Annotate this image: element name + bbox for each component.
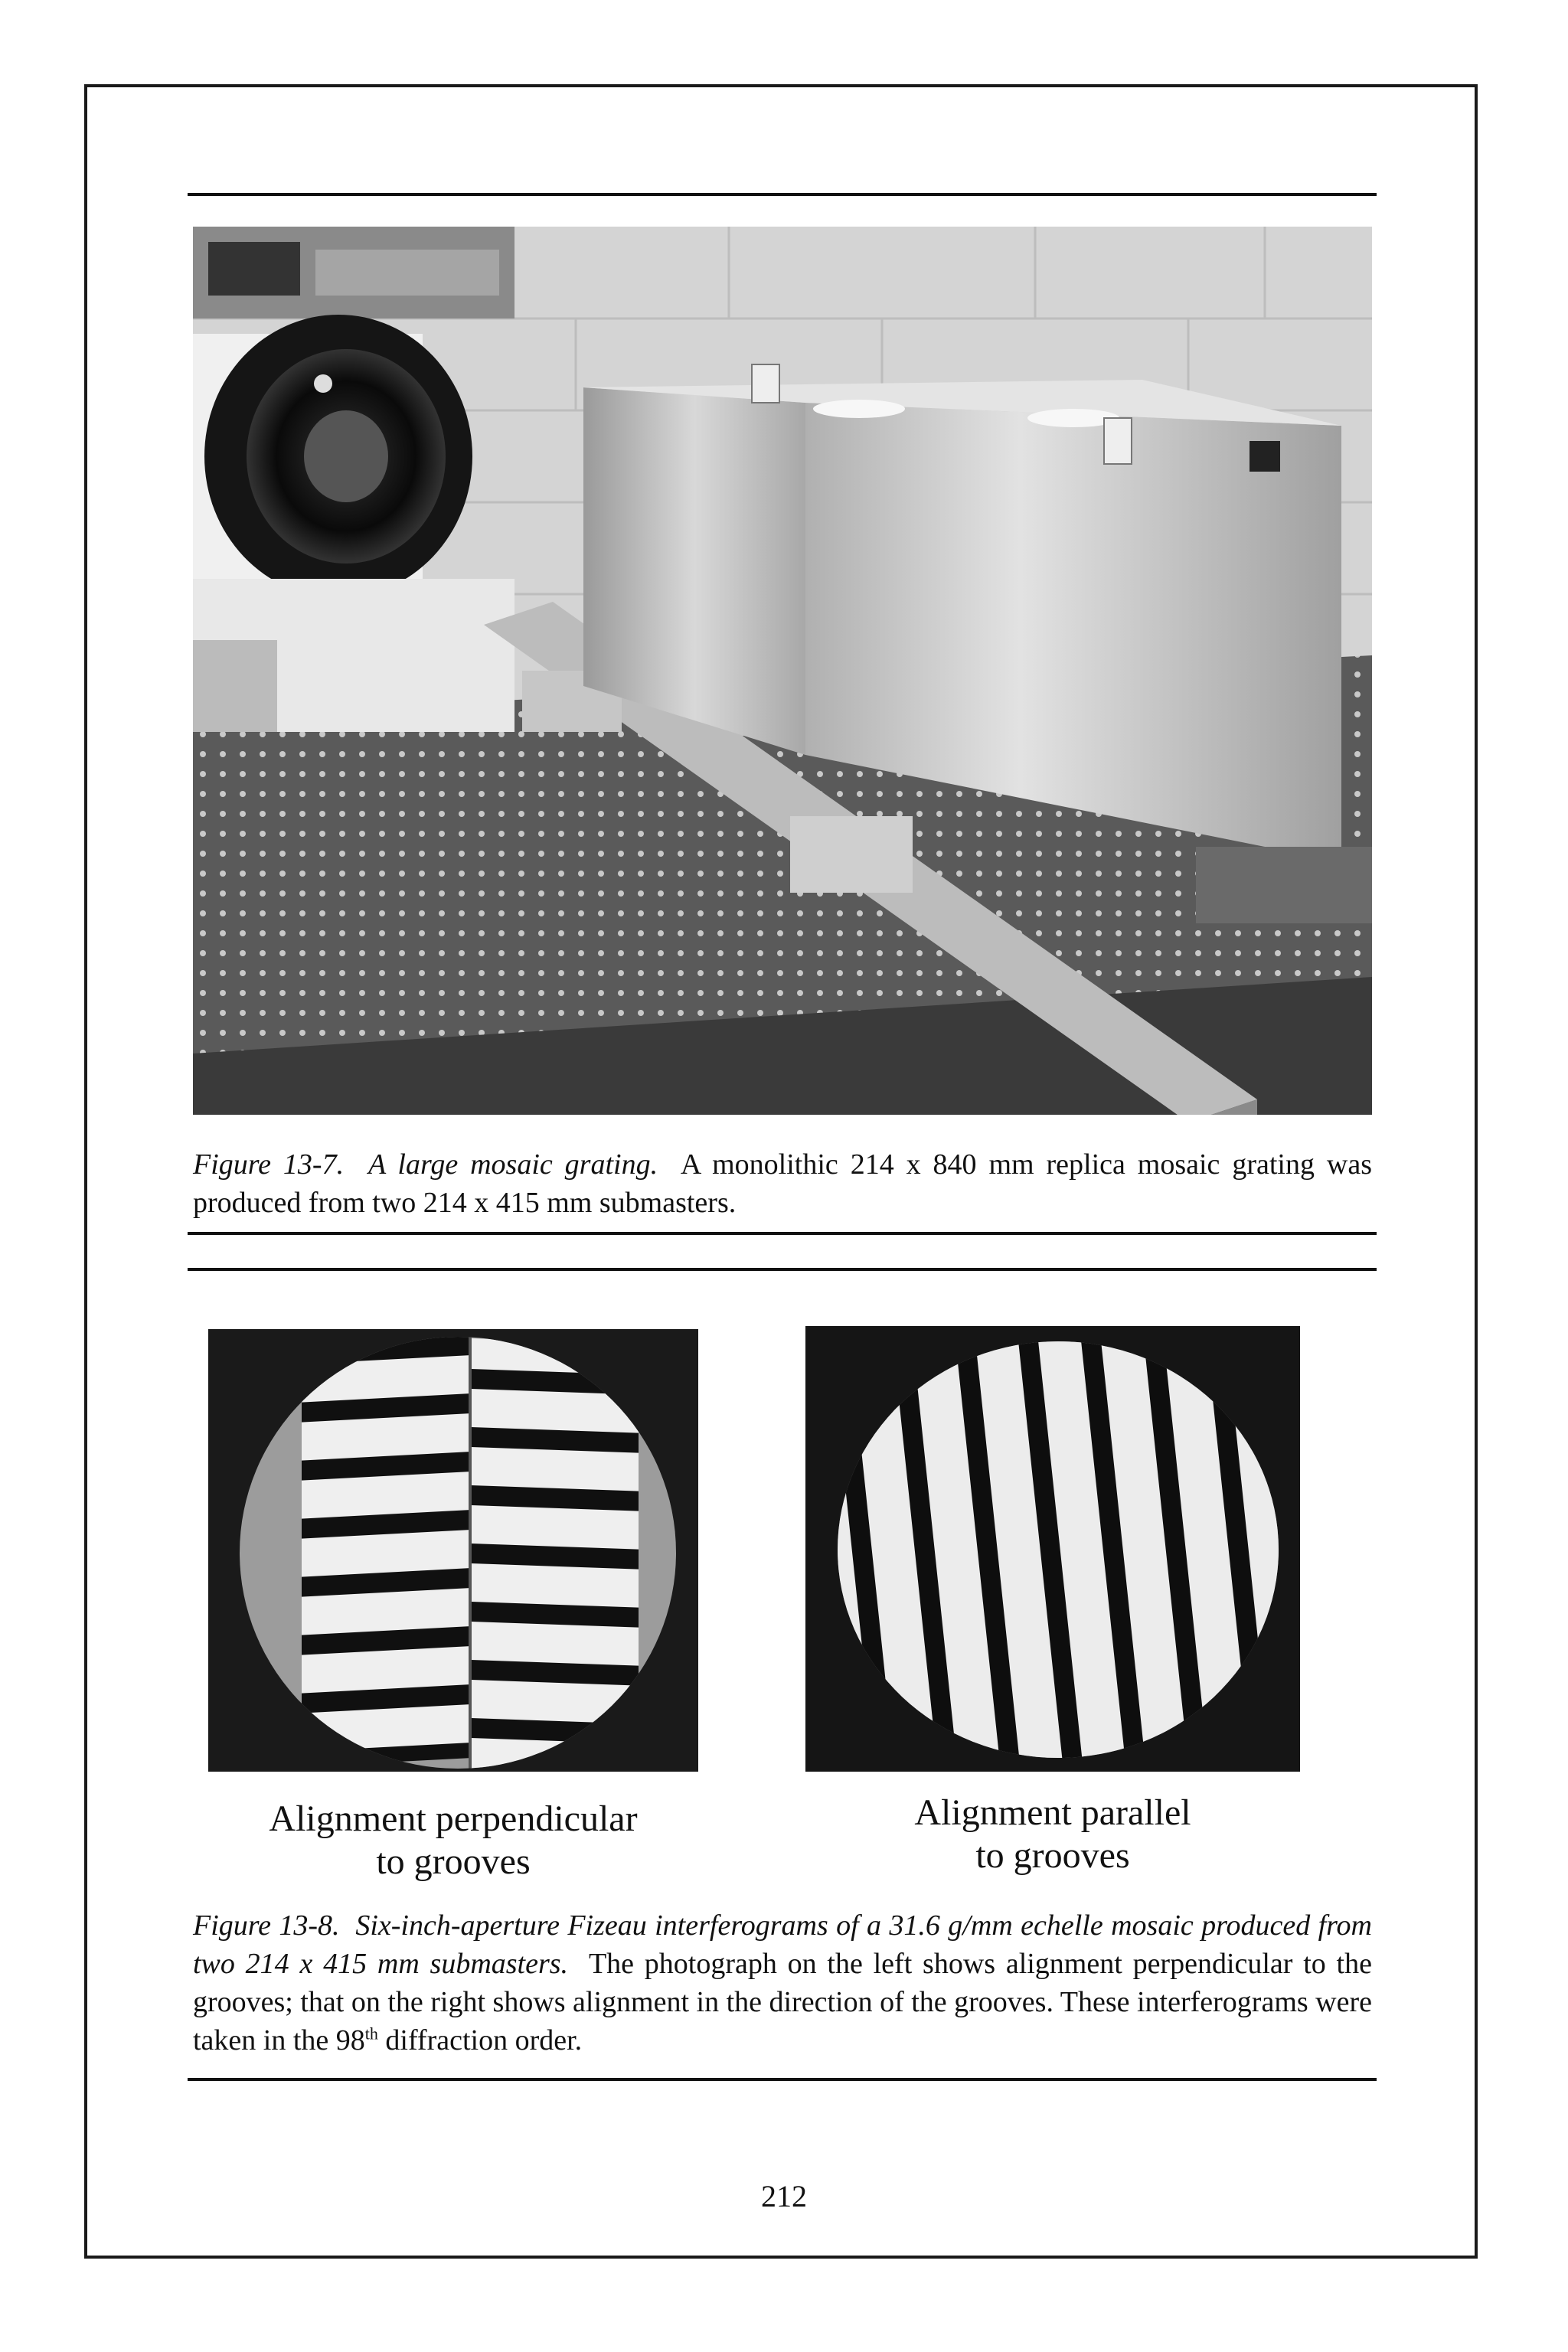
figure-top-rule-2: [188, 1268, 1377, 1271]
interferogram-perpendicular: [208, 1329, 698, 1772]
interferogram-parallel: [805, 1326, 1300, 1772]
mosaic-grating-photo: [193, 227, 1372, 1115]
ordinal-superscript: th: [364, 2024, 378, 2043]
figure-13-8-title: Six-inch-aperture Fizeau interferograms of a 31.6 g/mm echelle mosaic produced from two 214 x 415 mm submasters.: [193, 1909, 1372, 1980]
left-label-line-1: Alignment perpendicular: [269, 1798, 638, 1839]
page-number: 212: [761, 2179, 807, 2213]
left-interferogram-label: [208, 1798, 698, 1883]
figure-13-8-caption: [193, 1906, 1372, 2060]
figure-13-7-text: A monolithic 214 x 840 mm replica mosaic grating was produced from two 214 x 415 mm submasters.: [193, 1148, 1372, 1219]
figure-13-8-label: Figure 13-8.: [193, 1909, 340, 1942]
right-label-line-1: Alignment parallel: [914, 1792, 1191, 1833]
right-label-line-2: to grooves: [975, 1835, 1130, 1876]
figure-13-7-caption: [193, 1145, 1372, 1222]
figure-13-7-title: A large mosaic grating.: [368, 1148, 658, 1181]
figure-13-8-text: The photograph on the left shows alignment perpendicular to the grooves; that on the right shows alignment in the direction of the grooves. These interferograms were taken in the 98: [193, 1948, 1373, 2056]
figure-13-7-label: Figure 13-7.: [193, 1148, 345, 1181]
right-interferogram-label: [805, 1792, 1300, 1877]
figure-13-8-text-end: diffraction order.: [377, 2024, 583, 2056]
figure-bottom-rule: [188, 1232, 1377, 1235]
figure-top-rule: [188, 193, 1377, 196]
left-label-line-2: to grooves: [376, 1841, 531, 1882]
figure-bottom-rule-2: [188, 2078, 1377, 2081]
